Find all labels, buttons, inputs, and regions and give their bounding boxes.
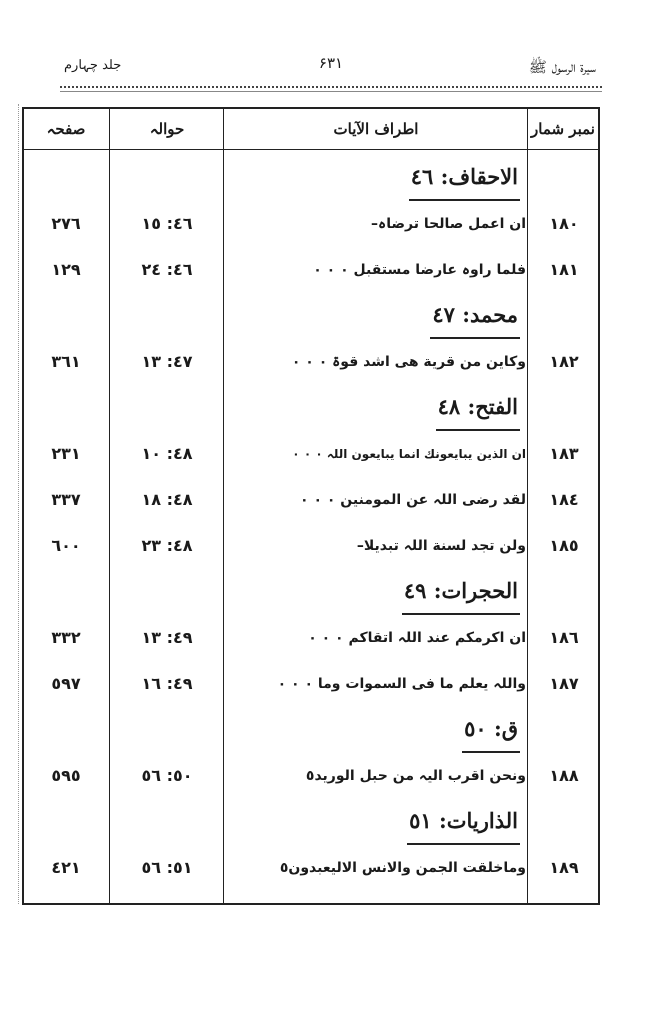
entry-number: ١٨١ [549, 260, 579, 279]
scan-edge [18, 104, 21, 904]
surah-heading: الفتح: ٤٨ [436, 385, 520, 431]
volume-label: جلد چہارم [64, 58, 122, 73]
verse-text: ان اکرمکم عند اللہ اتقاکم ٠ ٠ ٠ [308, 630, 526, 646]
surah-heading: الذاریات: ٥١ [407, 799, 520, 845]
book-title: سیرۃ الرسول ﷺ [528, 58, 596, 76]
verse-reference: ٤٩: ١٦ [141, 674, 193, 693]
page-ref: ٦٠٠ [51, 536, 81, 555]
table-row [24, 753, 598, 799]
page-ref: ٤٢١ [51, 858, 81, 877]
verse-reference: ٥١: ٥٦ [141, 858, 193, 877]
verse-reference: ٤٦: ١٥ [141, 214, 193, 233]
page-header [60, 52, 602, 88]
surah-heading: محمد: ٤٧ [430, 293, 520, 339]
entry-number: ١٨٠ [549, 214, 579, 233]
surah-heading: الحجرات: ٤٩ [402, 569, 520, 615]
column-header-verses: اطراف الآیات [333, 120, 419, 138]
verse-text: ان اعمل صالحا ترضاہ– [371, 216, 526, 232]
verse-text: ولن تجد لسنة اللہ تبدیلا– [356, 538, 526, 554]
column-header-number: نمبر شمار [531, 120, 595, 138]
page-ref: ٢٣١ [51, 444, 81, 463]
table-row [24, 523, 598, 569]
entry-number: ١٨٥ [549, 536, 579, 555]
page-ref: ٣٦١ [51, 352, 81, 371]
verse-text: وکاین من قریة ھی اشد قوۃ ٠ ٠ ٠ [291, 354, 526, 370]
page-number: ۶۳۱ [318, 54, 344, 72]
verse-text: ان الذین یبایعونك انما یبایعون اللہ ٠ ٠ ٠ [292, 447, 526, 461]
table-row [24, 615, 598, 661]
index-table [22, 107, 600, 905]
page-ref: ٣٣٧ [51, 490, 81, 509]
verse-reference: ٤٩: ١٣ [141, 628, 193, 647]
verse-text: واللہ یعلم ما فی السموات وما ٠ ٠ ٠ [277, 676, 526, 692]
column-header-page: صفحہ [46, 120, 86, 138]
table-row [24, 661, 598, 707]
verse-text: فلما راوہ عارضا مستقبل ٠ ٠ ٠ [313, 262, 526, 278]
verse-reference: ٤٦: ٢٤ [141, 260, 193, 279]
page-ref: ٣٣٢ [51, 628, 81, 647]
surah-heading: الاحقاف: ٤٦ [409, 155, 520, 201]
table-row [24, 477, 598, 523]
verse-text: ونحن اقرب الیہ من حبل الورید٥ [305, 768, 526, 784]
surah-heading: ق: ٥٠ [462, 707, 520, 753]
page-ref: ٥٩٧ [51, 674, 81, 693]
entry-number: ١٨٧ [549, 674, 579, 693]
entry-number: ١٨٣ [549, 444, 579, 463]
table-row [24, 339, 598, 385]
header-rule-thin [60, 91, 602, 92]
verse-reference: ٤٧: ١٣ [141, 352, 193, 371]
entry-number: ١٨٦ [549, 628, 579, 647]
page-ref: ٥٩٥ [51, 766, 81, 785]
page-ref: ١٢٩ [51, 260, 81, 279]
verse-reference: ٤٨: ١٨ [141, 490, 193, 509]
table-row [24, 431, 598, 477]
entry-number: ١٨٢ [549, 352, 579, 371]
table-row [24, 845, 598, 891]
entry-number: ١٨٤ [549, 490, 579, 509]
verse-reference: ٥٠: ٥٦ [141, 766, 193, 785]
entry-number: ١٨٩ [549, 858, 579, 877]
entry-number: ١٨٨ [549, 766, 579, 785]
header-divider [24, 149, 598, 150]
column-header-reference: حوالہ [149, 120, 185, 138]
table-row [24, 201, 598, 247]
page-ref: ٢٧٦ [51, 214, 81, 233]
verse-text: لقد رضی اللہ عن المومنین ٠ ٠ ٠ [300, 492, 526, 508]
verse-reference: ٤٨: ١٠ [141, 444, 193, 463]
table-row [24, 247, 598, 293]
verse-text: وماخلقت الجمن والانس الالیعبدون٥ [279, 860, 526, 876]
verse-reference: ٤٨: ٢٣ [141, 536, 193, 555]
